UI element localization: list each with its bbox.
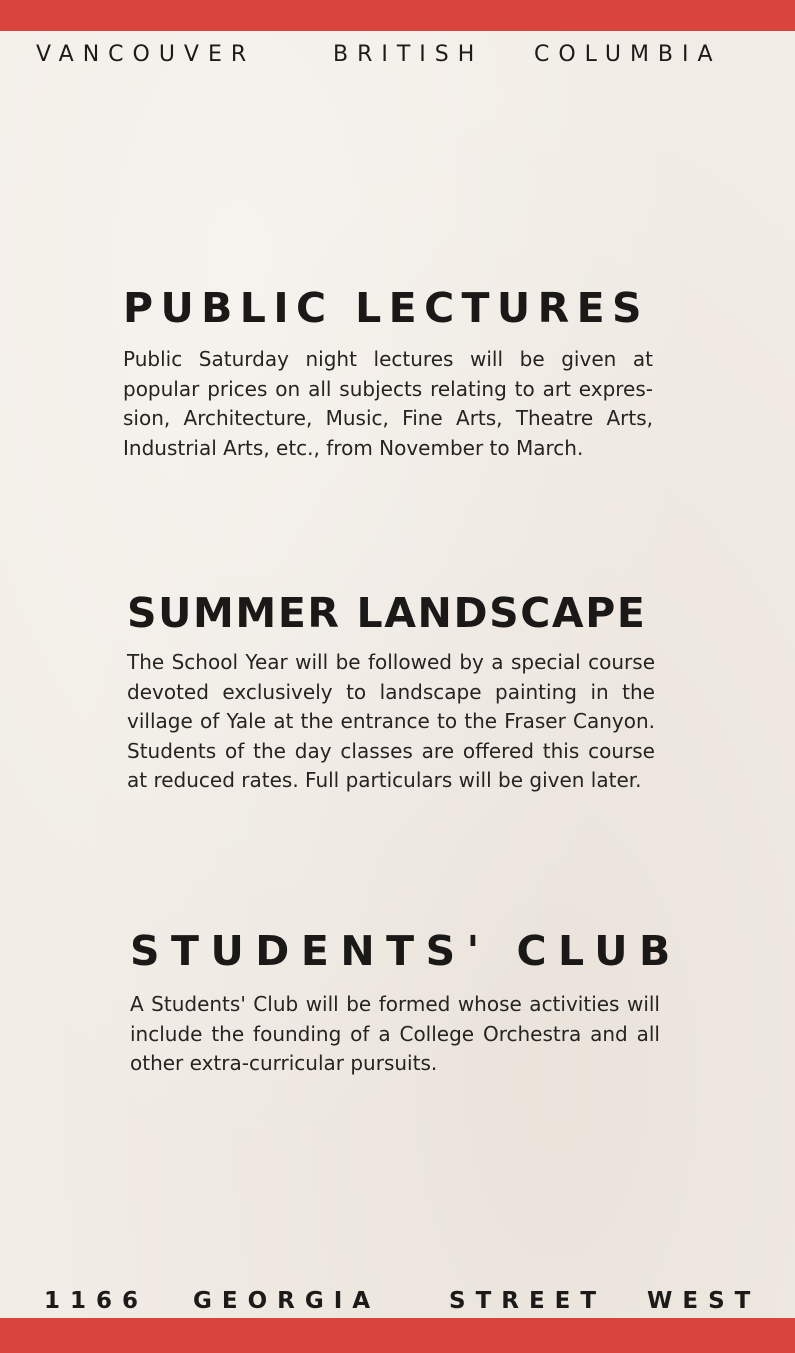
section-students-club [130, 926, 682, 1079]
footer-street-number: 1166 [44, 1288, 149, 1314]
footer-street-type: STREET [449, 1288, 607, 1314]
footer-direction: WEST [647, 1288, 761, 1314]
section-body: Public Saturday night lectures will be given at popular prices on all subjects relating to art expres-sion, Architecture, Music, Fine Arts, Theatre Arts, Industrial Arts, etc., from November to March. [123, 347, 653, 460]
section-summer-landscape [127, 588, 655, 796]
header-province-word2: COLUMBIA [534, 42, 722, 67]
section-title: SUMMER LANDSCAPE [127, 589, 647, 637]
footer-address [0, 1284, 795, 1318]
header-address [0, 38, 795, 72]
section-title: PUBLIC LECTURES [123, 284, 649, 332]
top-red-band [0, 0, 795, 31]
footer-street-name: GEORGIA [193, 1288, 381, 1314]
section-public-lectures [123, 283, 653, 463]
section-body: A Students' Club will be formed whose activities will include the founding of a College Orchestra and all other extra-curricular pursuits. [130, 992, 660, 1075]
header-city: VANCOUVER [36, 42, 256, 67]
bottom-red-band [0, 1318, 795, 1353]
section-title: STUDENTS' CLUB [130, 927, 682, 975]
header-province-word1: BRITISH [333, 42, 484, 67]
section-body: The School Year will be followed by a special course devoted exclusively to landscape painting in the village of Yale at the entrance to the Fraser Canyon. Students of the day classes are offered this course at reduced rates. Full particulars will be given later. [127, 650, 655, 792]
